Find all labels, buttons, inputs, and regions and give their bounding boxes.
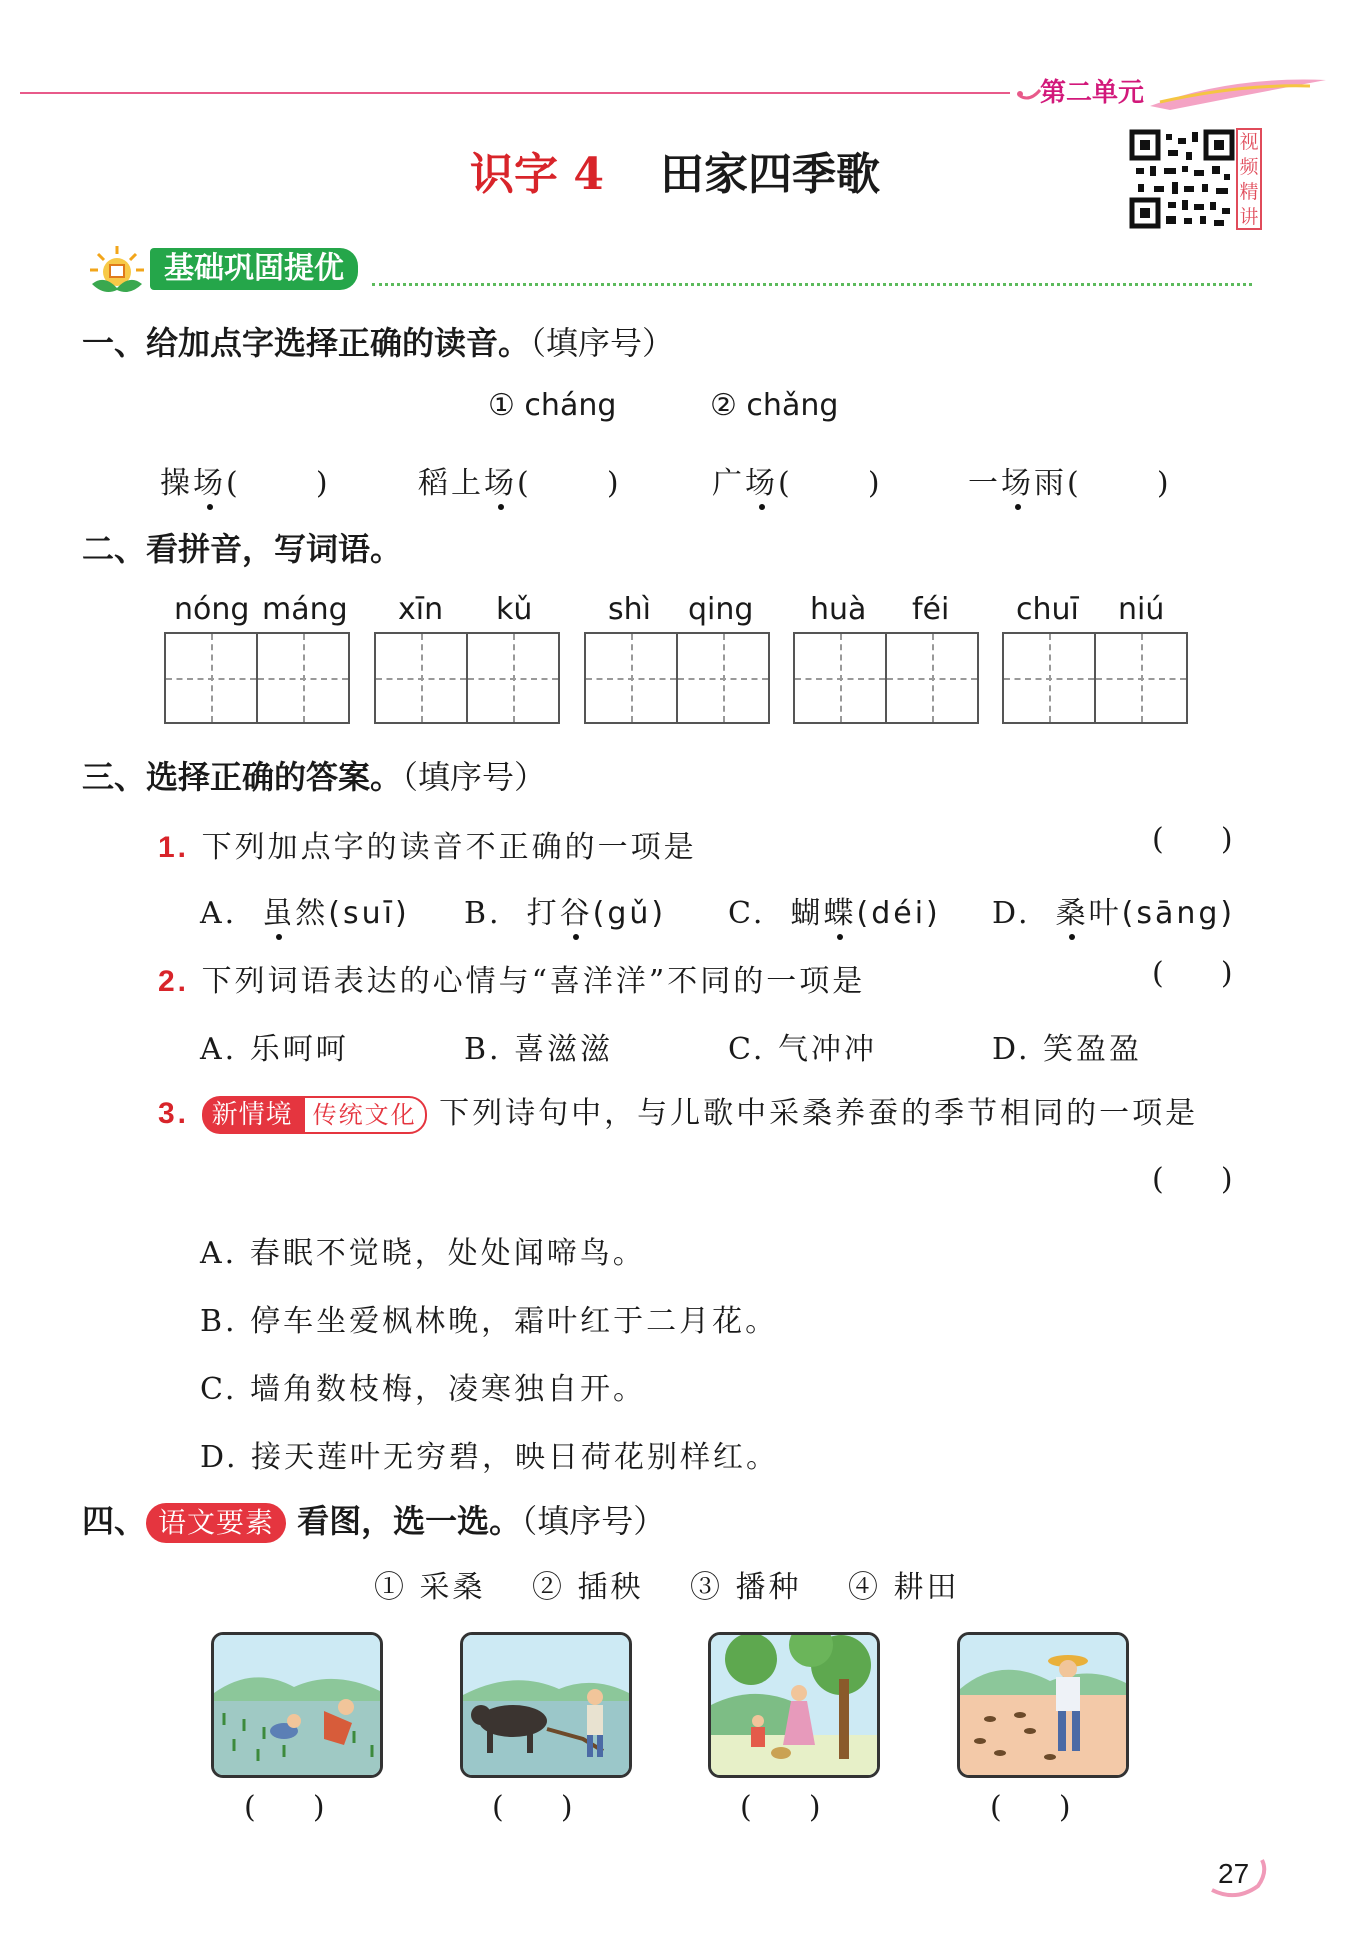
q3-sub-3: 3. 新情境 传统文化 下列诗句中，与儿歌中采桑养蚕的季节相同的一项是	[158, 1088, 1198, 1134]
pinyin: nóng	[174, 592, 250, 627]
q1-item-1: 操场( )	[160, 458, 331, 502]
unit-label: 第二单元	[1040, 78, 1145, 108]
writing-grid[interactable]	[164, 632, 350, 724]
question-2-heading: 二、看拼音，写词语。	[82, 530, 403, 568]
answer-blank[interactable]: ( )	[740, 1790, 821, 1825]
q1-item-3: 广场( )	[712, 458, 883, 502]
rice-planting-picture	[211, 1632, 383, 1778]
choice-2: ② 插秧	[532, 1570, 644, 1605]
grid-cell[interactable]	[258, 634, 348, 722]
question-1-text: 一、给加点字选择正确的读音。	[82, 324, 531, 362]
answer-blank[interactable]: ( )	[226, 466, 331, 501]
question-4-heading: 四、 语文要素 看图，选一选。（填序号）	[82, 1496, 665, 1543]
pinyin: féi	[912, 592, 950, 627]
new-context-tag: 新情境	[202, 1096, 303, 1134]
q3-2-option-d[interactable]: D. 笑盈盈	[992, 1032, 1143, 1067]
answer-blank[interactable]: ( )	[1067, 466, 1172, 501]
pronunciation-option-1: ① cháng	[488, 388, 617, 423]
q3-2-option-a[interactable]: A. 乐呵呵	[200, 1032, 349, 1067]
writing-grid[interactable]	[1002, 632, 1188, 724]
q3-3-option-c[interactable]: C. 墙角数枝梅，凌寒独自开。	[200, 1372, 646, 1407]
grid-cell[interactable]	[795, 634, 887, 722]
pinyin: huà	[810, 592, 867, 627]
q1-item-4: 一场雨( )	[968, 458, 1172, 502]
answer-blank[interactable]: ( )	[778, 466, 883, 501]
header-rule	[20, 92, 1010, 94]
question-3-note: （填序号）	[402, 758, 547, 796]
q3-1-option-d[interactable]: D. 桑叶(sāng)	[992, 888, 1235, 932]
choice-1: ① 采桑	[374, 1570, 486, 1605]
dotted-char: 场	[1001, 458, 1034, 502]
q3-2-option-c[interactable]: C. 气冲冲	[728, 1032, 877, 1067]
grid-cell[interactable]	[678, 634, 768, 722]
qr-code-icon[interactable]	[1128, 128, 1236, 230]
grid-cell[interactable]	[1096, 634, 1186, 722]
grid-cell[interactable]	[376, 634, 468, 722]
question-3-heading	[82, 752, 546, 798]
question-1-heading	[82, 318, 674, 364]
ox-plowing-picture	[460, 1632, 632, 1778]
answer-blank[interactable]: ( )	[517, 466, 622, 501]
section-label: 基础巩固提优	[150, 248, 358, 290]
choice-4: ④ 耕田	[848, 1570, 960, 1605]
dotted-char: 场	[193, 458, 226, 502]
grid-cell[interactable]	[887, 634, 977, 722]
q3-sub-1: 1. 下列加点字的读音不正确的一项是	[158, 830, 697, 865]
writing-grid[interactable]	[793, 632, 979, 724]
q1-item-2: 稻上场( )	[418, 458, 622, 502]
answer-blank[interactable]: ( )	[244, 1790, 325, 1825]
q3-2-option-b[interactable]: B. 喜滋滋	[464, 1032, 614, 1067]
lesson-name: 田家四季歌	[659, 149, 880, 200]
grid-cell[interactable]	[166, 634, 258, 722]
answer-blank[interactable]: ( )	[1152, 1162, 1233, 1197]
q3-1-option-b[interactable]: B. 打谷(gǔ)	[464, 888, 666, 932]
grid-cell[interactable]	[468, 634, 558, 722]
traditional-culture-tag: 传统文化	[303, 1096, 427, 1134]
pinyin: qing	[688, 592, 754, 627]
choice-3: ③ 播种	[690, 1570, 802, 1605]
dotted-char: 场	[745, 458, 778, 502]
q3-3-option-b[interactable]: B. 停车坐爱枫林晚，霜叶红于二月花。	[200, 1304, 779, 1339]
video-lecture-tag: 视频精讲	[1236, 128, 1262, 230]
pinyin: kǔ	[496, 592, 533, 627]
pinyin: máng	[262, 592, 348, 627]
q3-3-option-a[interactable]: A. 春眠不觉晓，处处闻啼鸟。	[200, 1236, 646, 1271]
question-1-note: （填序号）	[530, 324, 675, 362]
pinyin: xīn	[398, 592, 444, 627]
q3-1-option-a[interactable]: A. 虽然(suī)	[200, 888, 410, 932]
writing-grid[interactable]	[584, 632, 770, 724]
page-number: 27	[1218, 1858, 1250, 1889]
grid-cell[interactable]	[586, 634, 678, 722]
lesson-number: 识字 4	[470, 149, 604, 200]
mulberry-picking-picture	[708, 1632, 880, 1778]
section-divider	[372, 283, 1252, 286]
pinyin: shì	[608, 592, 651, 627]
q3-3-option-d[interactable]: D. 接天莲叶无穷碧，映日荷花别样红。	[200, 1440, 780, 1475]
answer-blank[interactable]: ( )	[1152, 822, 1233, 857]
grid-cell[interactable]	[1004, 634, 1096, 722]
pinyin: chuī	[1016, 592, 1079, 627]
q3-sub-2: 2. 下列词语表达的心情与“喜洋洋”不同的一项是	[158, 964, 866, 999]
pinyin: niú	[1118, 592, 1165, 627]
writing-grid[interactable]	[374, 632, 560, 724]
answer-blank[interactable]: ( )	[492, 1790, 573, 1825]
q3-1-option-c[interactable]: C. 蝴蝶(déi)	[728, 888, 941, 932]
question-3-text: 三、选择正确的答案。	[82, 758, 403, 796]
chinese-elements-tag: 语文要素	[146, 1503, 286, 1543]
answer-blank[interactable]: ( )	[1152, 956, 1233, 991]
answer-blank[interactable]: ( )	[990, 1790, 1071, 1825]
sowing-picture	[957, 1632, 1129, 1778]
dotted-char: 场	[484, 458, 517, 502]
sun-flower-icon	[84, 244, 150, 296]
pronunciation-option-2: ② chǎng	[710, 388, 839, 423]
